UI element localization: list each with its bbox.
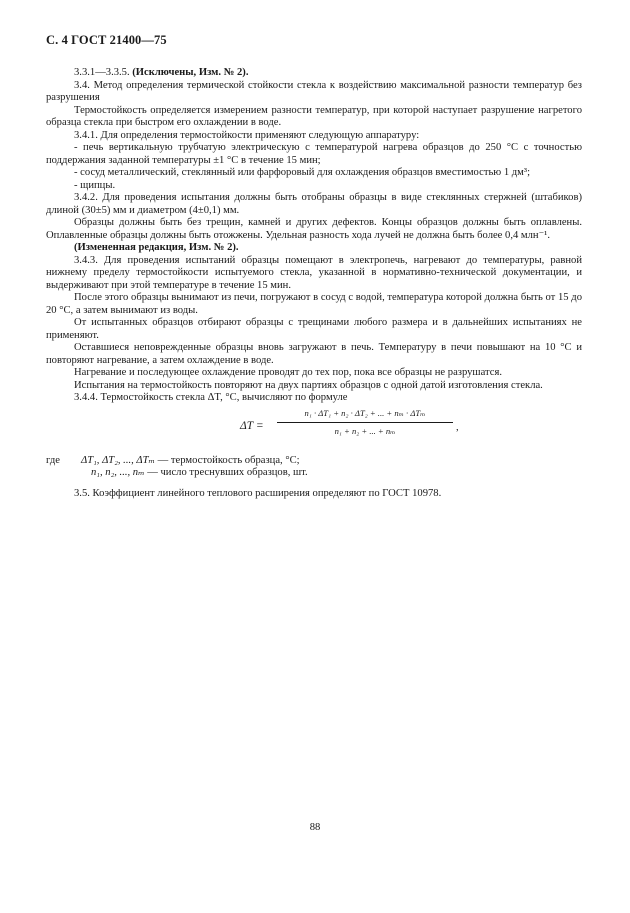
where-line-2 xyxy=(46,467,582,480)
formula-denominator: n₁ + n₂ + ... + nₘ xyxy=(334,425,396,436)
thermal-resistance-formula xyxy=(46,405,582,455)
paragraph-reheating: Оставшиеся неповрежденные образцы вновь загружают в печь. Температуру в печи повышают на 10 °С и повторяют нагревание, а затем охлаждение в воде. xyxy=(46,342,582,366)
formula-comma: , xyxy=(456,421,459,433)
clause-3-4-4: 3.4.4. Термостойкость стекла ΔT, °С, вычисляют по формуле xyxy=(74,392,348,403)
formula-numerator: n₁ · ΔT₁ + n₂ · ΔT₂ + ... + nₘ · ΔTₘ xyxy=(277,408,453,423)
clause-3-4: 3.4. Метод определения термической стойкости стекла к воздействию максимальной разности температур без разрушения xyxy=(46,79,582,103)
paragraph-cracked-samples: От испытанных образцов отбирают образцы с трещинами любого размера и в дальнейших испытаниях не применяют. xyxy=(46,317,582,341)
paragraph-cooling: После этого образцы вынимают из печи, погружают в сосуд с водой, температура которой должна быть от 15 до 20 °С, а затем вынимают из воды. xyxy=(46,292,582,316)
formula-fraction xyxy=(277,408,453,437)
list-item-tongs: - щипцы. xyxy=(74,179,116,191)
clause-3-4-2: 3.4.2. Для проведения испытания должны быть отобраны образцы в виде стеклянных стержней (штабиков) длиной (30±5) мм и диаметром (4±0,1) мм. xyxy=(46,192,582,216)
page-header: С. 4 ГОСТ 21400—75 xyxy=(46,33,167,47)
page-number: 88 xyxy=(309,822,321,833)
paragraph-two-batches: Испытания на термостойкость повторяют на двух партиях образцов с одной датой изготовления стекла. xyxy=(74,379,543,391)
paragraph-thermal-definition: Термостойкость определяется измерением разности температур, при которой наступает разрушение нагретого образца стекла при быстром его охлаждении в воде. xyxy=(46,104,582,128)
where-label: где xyxy=(46,454,60,466)
clause-3-3-1: 3.3.1—3.3.5. (Исключены, Изм. № 2). xyxy=(74,67,249,78)
clause-3-4-3: 3.4.3. Для проведения испытаний образцы помещают в электропечь, нагревают до температуры, равной нижнему пределу термостойкости испытуемого стекла, указанной в нормативно-технической документации, и выдерживают при этой температуре в течение 15 мин. xyxy=(46,254,582,291)
list-item-vessel: - сосуд металлический, стеклянный или фарфоровый для охлаждения образцов вместимостью 1 дм³; xyxy=(74,167,531,178)
list-item-furnace: - печь вертикальную трубчатую электрическую с температурой нагрева образцов до 250 °С с точностью поддержания заданной температуры ±1 °С в течение 15 мин; xyxy=(46,142,582,166)
where-text-n: — число треснувших образцов, шт. xyxy=(144,467,308,478)
where-spacer xyxy=(46,467,81,480)
where-text-delta: — термостойкость образца, °С; xyxy=(155,454,300,466)
clause-3-5: 3.5. Коэффициент линейного теплового расширения определяют по ГОСТ 10978. xyxy=(74,487,442,499)
revision-note: (Измененная редакция, Изм. № 2). xyxy=(74,242,239,253)
document-body xyxy=(46,67,582,500)
formula-lhs: ΔT = xyxy=(240,419,264,432)
paragraph-repeat-until-break: Нагревание и последующее охлаждение проводят до тех пор, пока все образцы не разрушатся. xyxy=(74,367,502,378)
where-line-1 xyxy=(46,455,582,468)
where-symbols-n: n₁, n₂, ..., nₘ xyxy=(91,467,145,478)
paragraph-sample-requirements: Образцы должны быть без трещин, камней и других дефектов. Концы образцов должны быть оплавлены. Оплавленные образцы должны быть отожжены. Удельная разность хода лучей не должна быть более 0,4 млн⁻¹. xyxy=(46,217,582,241)
where-symbols-delta: ΔT₁, ΔT₂, ..., ΔTₘ xyxy=(81,454,156,466)
clause-3-4-1: 3.4.1. Для определения термостойкости применяют следующую аппаратуру: xyxy=(74,129,420,141)
